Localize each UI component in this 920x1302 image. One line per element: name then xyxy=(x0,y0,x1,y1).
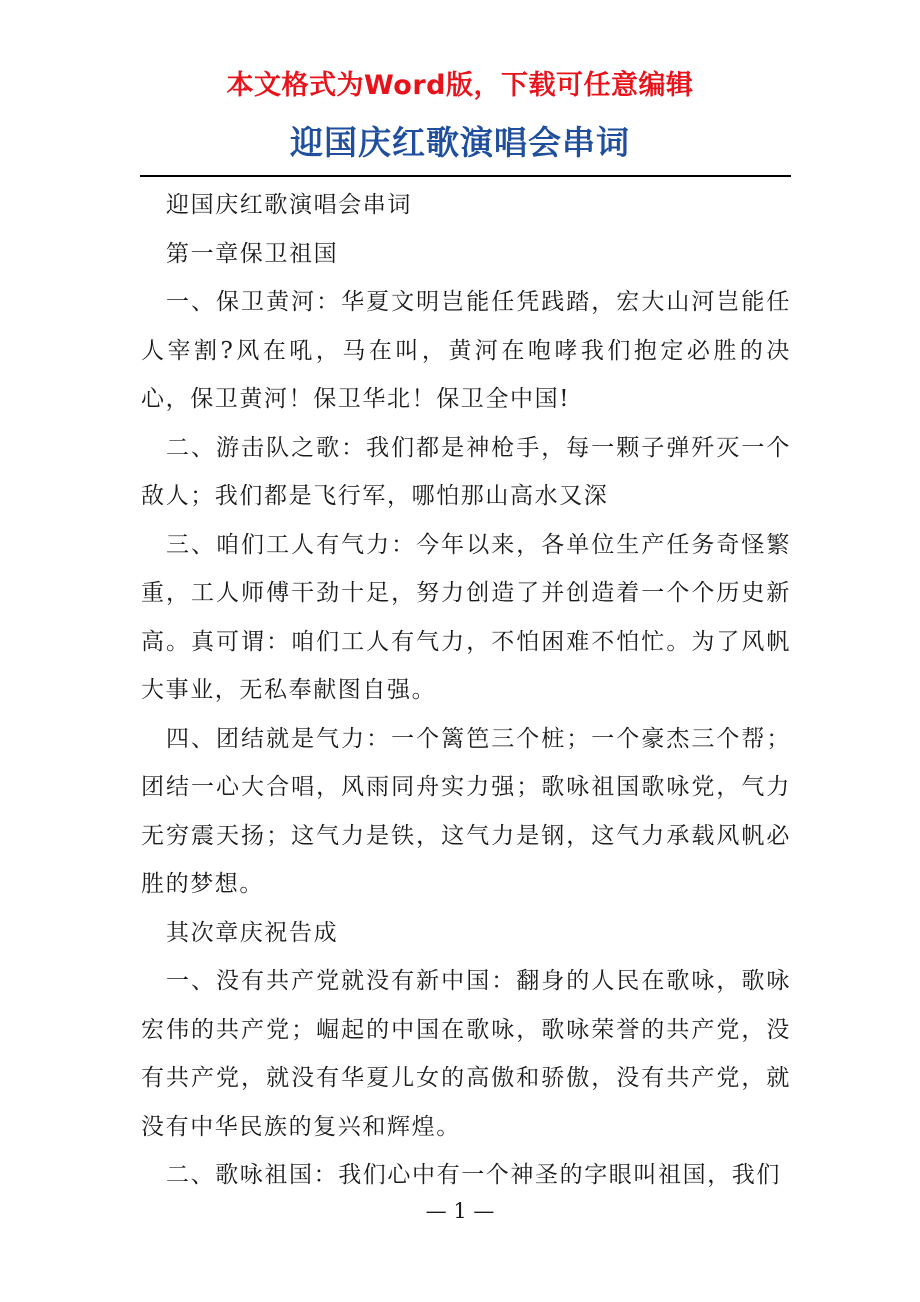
paragraph: 四、团结就是气力：一个篱笆三个桩；一个豪杰三个帮；团结一心大合唱，风雨同舟实力强；歌咏祖国歌咏党，气力无穷震天扬；这气力是铁，这气力是钢，这气力承载风帆必胜的梦想。 xyxy=(141,725,791,897)
title-divider xyxy=(140,175,791,177)
document-title: 迎国庆红歌演唱会串词 xyxy=(290,123,630,162)
paragraph: 三、咱们工人有气力：今年以来，各单位生产任务奇怪繁重，工人师傅干劲十足，努力创造了并创造着一个个历史新高。真可谓：咱们工人有气力，不怕困难不怕忙。为了风帆大事业，无私奉献图自强。 xyxy=(141,531,791,703)
paragraph: 二、游击队之歌：我们都是神枪手，每一颗子弹歼灭一个敌人；我们都是飞行军，哪怕那山高水又深 xyxy=(141,434,791,509)
page-number: — 1 — xyxy=(425,1199,495,1223)
format-notice: 本文格式为Word版，下载可任意编辑 xyxy=(226,70,694,101)
paragraph: 一、保卫黄河：华夏文明岂能任凭践踏，宏大山河岂能任人宰割?风在吼，马在叫，黄河在咆哮我们抱定必胜的决心，保卫黄河！保卫华北！保卫全中国! xyxy=(141,289,791,412)
chapter-one-heading: 第一章保卫祖国 xyxy=(166,240,339,267)
paragraph: 一、没有共产党就没有新中国：翻身的人民在歌咏，歌咏宏伟的共产党；崛起的中国在歌咏，歌咏荣誉的共产党，没有共产党，就没有华夏儿女的高傲和骄傲，没有共产党，就没有中华民族的复兴和辉煌。 xyxy=(141,968,791,1140)
paragraph: 二、歌咏祖国：我们心中有一个神圣的字眼叫祖国，我们 xyxy=(166,1162,781,1188)
chapter-two-heading: 其次章庆祝告成 xyxy=(166,919,339,946)
document-body xyxy=(141,181,791,1200)
paragraph-heading: 迎国庆红歌演唱会串词 xyxy=(166,192,412,218)
